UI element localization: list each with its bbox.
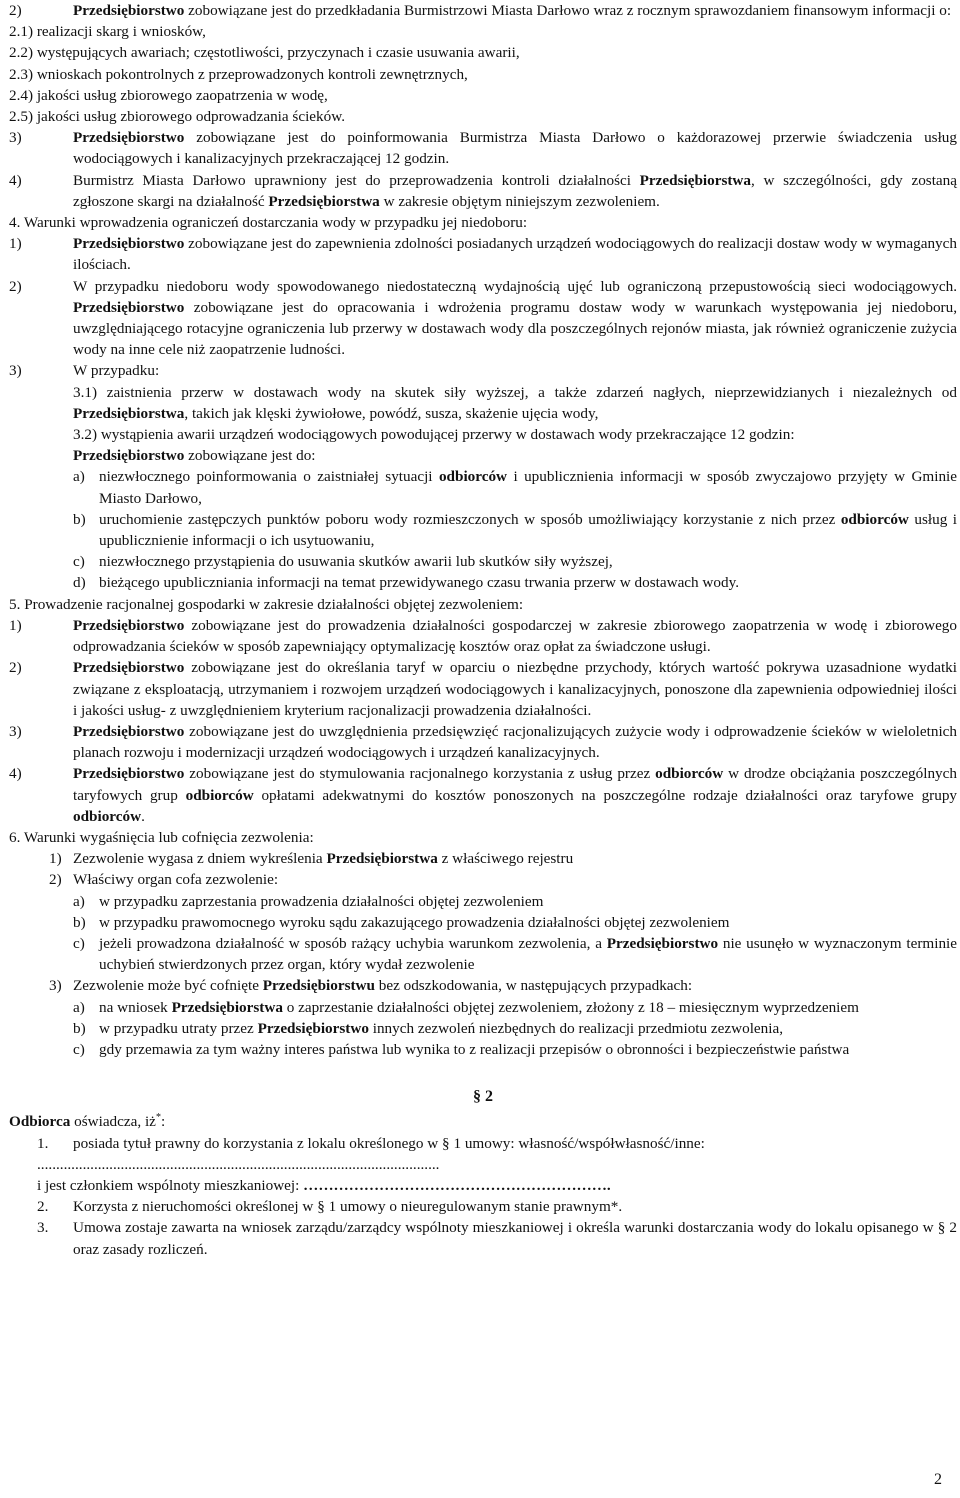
section-title: Prowadzenie racjonalnej gospodarki w zakresie działalności objętej zezwoleniem: bbox=[24, 595, 524, 613]
section-6-item-1 bbox=[9, 848, 957, 869]
item-letter: a) bbox=[73, 998, 85, 1016]
item-2-3: 2.3) wnioskach pokontrolnych z przeprowadzonych kontroli zewnętrznych, bbox=[9, 65, 468, 83]
section-4-item-b bbox=[9, 509, 957, 551]
paragraph-text: W przypadku niedoboru wody spowodowanego niedostateczną wydajnością ujęć lub ograniczoną przepustowością sieci wodociągowych. bbox=[73, 277, 957, 295]
paragraph-text: zobowiązane jest do uwzględnienia przedsięwzięć racjonalizujących zużycie wody i odprowadzenie ścieków w wieloletnich planach rozwoju i modernizacji urządzeń wodociągowych i urządzeń kanalizacyjnych. bbox=[73, 722, 957, 762]
section-5-item-4 bbox=[9, 763, 957, 827]
item-number: 2) bbox=[49, 871, 62, 889]
footnote-marker: * bbox=[155, 1112, 161, 1124]
paragraph-3 bbox=[9, 127, 957, 169]
section-6-item-3 bbox=[9, 975, 957, 996]
paragraph-text: zobowiązane jest do prowadzenia działalności gospodarczej w zakresie zbiorowego zaopatrzenia w wodę i zbiorowego odprowadzania ścieków w sposób zapewniający optymalizację kosztów oraz opłat za świadczone usługi. bbox=[73, 616, 957, 656]
paragraph-text: i upublicznienia informacji w sposób zwyczajowo przyjęty w Gminie Miasto Darłowo, bbox=[99, 468, 958, 507]
item-letter: c) bbox=[73, 1040, 85, 1058]
paragraph-text: bez odszkodowania, w następujących przypadkach: bbox=[374, 977, 693, 995]
paragraph-text: na wniosek bbox=[99, 998, 172, 1016]
item-letter: b) bbox=[73, 510, 86, 528]
item-letter: c) bbox=[73, 553, 85, 571]
bold-term: Przedsiębiorstwo bbox=[257, 1019, 369, 1037]
paragraph-text: oświadcza, iż bbox=[70, 1113, 156, 1131]
item-number: 1) bbox=[49, 850, 62, 868]
section-6-heading bbox=[9, 827, 957, 848]
paragraph-text: gdy przemawia za tym ważny interes państwa lub wynika to z realizacji przepisów o obronności i bezpieczeństwie państwa bbox=[99, 1040, 850, 1058]
section-6-item-3a bbox=[9, 997, 957, 1018]
section-6-item-3c bbox=[9, 1039, 957, 1060]
bold-term: Przedsiębiorstwo bbox=[606, 934, 719, 952]
section-6-item-2a bbox=[9, 891, 957, 912]
page-number: 2 bbox=[934, 1470, 942, 1488]
bold-term: Przedsiębiorstwa bbox=[171, 998, 283, 1016]
paragraph-text: zobowiązane jest do przedkładania Burmistrzowi Miasta Darłowo wraz z rocznym sprawozdaniem finansowym informacji o: bbox=[184, 2, 952, 19]
section-4-item-3-2: 3.2) wystąpienia awarii urządzeń wodociągowych powodującej przerwy w dostawach wody przekraczające 12 godzin: bbox=[73, 426, 795, 444]
item-2-4: 2.4) jakości usług zbiorowego zaopatrzenia w wodę, bbox=[9, 86, 328, 104]
document-page bbox=[9, 0, 957, 1260]
paragraph-text: Umowa zostaje zawarta na wniosek zarządu/zarządcy wspólnoty mieszkaniowej i określa warunki dostarczania wody do lokalu opisanego w § 2 oraz zasady rozliczeń. bbox=[73, 1219, 957, 1258]
item-letter: b) bbox=[73, 913, 86, 931]
declaration-2 bbox=[9, 1196, 957, 1217]
item-letter: a) bbox=[73, 892, 85, 910]
item-number: 1. bbox=[37, 1134, 49, 1152]
section-6-item-2c bbox=[9, 933, 957, 975]
paragraph-text: Zezwolenie może być cofnięte bbox=[73, 977, 263, 995]
section-4-item-3 bbox=[9, 360, 957, 381]
section-5-item-1 bbox=[9, 615, 957, 657]
paragraph-text: nie usunęło w wyznaczonym terminie uchybień stwierdzonych przez organ, który wydał zezwolenie bbox=[99, 934, 957, 974]
paragraph-text: zobowiązane jest do określania taryf w oparciu o niezbędne przychody, których wartość pokrywa uzasadnione wydatki związane z eksploatacją, utrzymaniem i rozwojem urządzeń wodociągowych i kanalizacyjnych, ponoszone dla zapewnienia odpowiedniej ilości i jakości usług- z uwzględnieniem kryterium racjonalizacji prowadzenia działalności. bbox=[73, 659, 957, 719]
paragraph-4 bbox=[9, 170, 957, 212]
section-4-obligation bbox=[9, 445, 957, 466]
paragraph-text: , w szczególności, gdy zostaną zgłoszone skargi na działalność bbox=[73, 171, 957, 210]
dotted-fill: ……………………………………………………. bbox=[303, 1177, 611, 1195]
bold-term: odbiorców bbox=[438, 468, 508, 486]
bold-term: Przedsiębiorstwo bbox=[73, 129, 185, 147]
declaration-3 bbox=[9, 1217, 957, 1259]
bold-term: Przedsiębiorstwo bbox=[73, 659, 185, 677]
paragraph-text: niezwłocznego poinformowania o zaistniałej sytuacji bbox=[99, 468, 439, 486]
section-5-heading bbox=[9, 594, 957, 615]
bold-term: Przedsiębiorstwu bbox=[262, 977, 375, 995]
paragraph-text: Korzysta z nieruchomości określonej w § 1 umowy o nieuregulowanym stanie prawnym*. bbox=[73, 1198, 623, 1216]
item-letter: d) bbox=[73, 574, 86, 592]
bold-term: Przedsiębiorstwo bbox=[73, 2, 185, 19]
bold-term: Odbiorca bbox=[9, 1113, 71, 1131]
paragraph-2 bbox=[9, 0, 957, 21]
item-2-1: 2.1) realizacji skarg i wniosków, bbox=[9, 23, 206, 41]
section-4-heading bbox=[9, 212, 957, 233]
item-number: 4) bbox=[9, 765, 22, 783]
item-number: 1) bbox=[9, 235, 22, 253]
item-letter: b) bbox=[73, 1019, 86, 1037]
section-4-item-3-1 bbox=[9, 382, 957, 424]
section-number: 6. bbox=[9, 828, 21, 846]
paragraph-text: uruchomienie zastępczych punktów poboru wody rozmieszczonych w sposób umożliwiający korzystanie z nich przez bbox=[99, 510, 841, 528]
recipient-statement bbox=[9, 1107, 957, 1132]
item-number: 2) bbox=[9, 277, 22, 295]
paragraph-text: bieżącego upubliczniania informacji na temat przewidywanego czasu trwania przerw w dostawach wody. bbox=[99, 574, 739, 592]
paragraph-text: i jest członkiem wspólnoty mieszkaniowej: bbox=[37, 1177, 304, 1195]
paragraph-text: jeżeli prowadzona działalność w sposób rażący uchybia warunkom zezwolenia, a bbox=[99, 934, 607, 952]
declaration-1 bbox=[9, 1133, 957, 1154]
bold-term: Przedsiębiorstwo bbox=[73, 616, 185, 634]
item-number: 3) bbox=[49, 977, 62, 995]
bold-term: Przedsiębiorstwa bbox=[268, 192, 380, 210]
item-2-5: 2.5) jakości usług zbiorowego odprowadzania ścieków. bbox=[9, 108, 346, 126]
bold-term: Przedsiębiorstwa bbox=[639, 171, 751, 189]
paragraph-text: Zezwolenie wygasa z dniem wykreślenia bbox=[73, 850, 327, 868]
paragraph-text: zobowiązane jest do stymulowania racjonalnego korzystania z usług przez bbox=[184, 765, 656, 783]
bold-term: Przedsiębiorstwo bbox=[73, 298, 185, 316]
paragraph-text: : bbox=[160, 1113, 166, 1131]
paragraph-text: w przypadku utraty przez bbox=[99, 1019, 258, 1037]
section-4-item-d bbox=[9, 572, 957, 593]
section-4-item-a bbox=[9, 466, 957, 508]
item-number: 1) bbox=[9, 616, 22, 634]
paragraph-text: w przypadku zaprzestania prowadzenia działalności objętej zezwoleniem bbox=[99, 892, 544, 910]
bold-term: Przedsiębiorstwo bbox=[73, 235, 185, 253]
paragraph-text: Burmistrz Miasta Darłowo uprawniony jest do przeprowadzenia kontroli działalności bbox=[73, 171, 640, 189]
paragraph-text: zobowiązane jest do: bbox=[184, 447, 316, 465]
item-letter: a) bbox=[73, 468, 85, 486]
section-title: Warunki wprowadzenia ograniczeń dostarczania wody w przypadku jej niedoboru: bbox=[23, 214, 528, 232]
bold-term: Przedsiębiorstwa bbox=[326, 850, 438, 868]
declaration-1-community bbox=[9, 1175, 957, 1196]
section-5-item-2 bbox=[9, 657, 957, 721]
section-title: Warunki wygaśnięcia lub cofnięcia zezwolenia: bbox=[23, 828, 314, 846]
section-number: 5. bbox=[9, 595, 21, 613]
paragraph-text: usług i upublicznienie informacji o ich usytuowaniu, bbox=[99, 510, 957, 550]
paragraph-text: opłatami adekwatnymi do kosztów ponoszonych na poszczególne rodzaje działalności oraz taryfowe grupy bbox=[253, 786, 958, 804]
paragraph-text: posiada tytuł prawny do korzystania z lokalu określonego w § 1 umowy: własność/współwłasność/inne: bbox=[73, 1134, 705, 1152]
paragraph-text: zobowiązane jest do zapewnienia zdolności posiadanych urządzeń wodociągowych do realizacji dostaw wody w wymaganych ilościach. bbox=[73, 235, 957, 274]
paragraph-text: Właściwy organ cofa zezwolenie: bbox=[73, 871, 279, 889]
section-6-item-2 bbox=[9, 869, 957, 890]
bold-term: odbiorców bbox=[655, 765, 724, 783]
bold-term: Przedsiębiorstwo bbox=[73, 765, 185, 783]
section-4-item-c bbox=[9, 551, 957, 572]
paragraph-text: w zakresie objętym niniejszym zezwoleniem. bbox=[379, 192, 660, 210]
section-6-item-2b bbox=[9, 912, 957, 933]
item-number: 2) bbox=[9, 2, 22, 19]
bold-term: Przedsiębiorstwa bbox=[73, 404, 185, 422]
paragraph-text: W przypadku: bbox=[73, 362, 160, 380]
paragraph-text: z właściwego rejestru bbox=[437, 850, 574, 868]
section-5-item-3 bbox=[9, 721, 957, 763]
bold-term: Przedsiębiorstwo bbox=[73, 447, 185, 465]
paragraph-text: zobowiązane jest do opracowania i wdrożenia programu dostaw wody w warunkach występowania jej niedoboru, uwzględniającego rotacyjne ograniczenia lub przerwy w dostawach wody dla poszczególnych rejonów miasta, jak również ograniczenie zużycia wody na inne cele niż zaopatrzenie ludności. bbox=[73, 298, 957, 359]
bold-term: odbiorców bbox=[185, 786, 254, 804]
item-number: 3) bbox=[9, 129, 22, 147]
bold-term: odbiorców bbox=[840, 510, 909, 528]
dotted-fill-line: .......................................................................................................... bbox=[37, 1155, 440, 1173]
bold-term: Przedsiębiorstwo bbox=[73, 722, 185, 740]
item-number: 3) bbox=[9, 722, 22, 740]
paragraph-text: w przypadku prawomocnego wyroku sądu zakazującego prowadzenia działalności objętej zezwoleniem bbox=[99, 913, 730, 931]
paragraph-text: w drodze obciążania poszczególnych taryfowych grup bbox=[73, 765, 957, 804]
section-6-item-3b bbox=[9, 1018, 957, 1039]
item-number: 4) bbox=[9, 171, 22, 189]
paragraph-text: , takich jak klęski żywiołowe, powódź, susza, skażenie ujęcia wody, bbox=[184, 404, 599, 422]
item-number: 2. bbox=[37, 1198, 49, 1216]
paragraph-text: 3.1) zaistnienia przerw w dostawach wody na skutek siły wyższej, a także zdarzeń nagłych, nieprzewidzianych i niezależnych od bbox=[73, 383, 957, 401]
item-number: 3) bbox=[9, 362, 22, 380]
item-number: 2) bbox=[9, 659, 22, 677]
section-4-item-2 bbox=[9, 276, 957, 361]
section-number: 4. bbox=[9, 214, 21, 232]
paragraph-text: niezwłocznego przystąpienia do usuwania skutków awarii lub skutków siły wyższej, bbox=[99, 553, 613, 571]
paragraph-text: o zaprzestanie działalności objętej zezwoleniem, złożony z 18 – miesięcznym wyprzedzeniem bbox=[282, 998, 859, 1016]
item-letter: c) bbox=[73, 934, 85, 952]
bold-term: odbiorców bbox=[73, 807, 142, 825]
paragraph-sign: § 2 bbox=[473, 1088, 493, 1106]
paragraph-text: . bbox=[141, 807, 145, 825]
item-number: 3. bbox=[37, 1219, 49, 1237]
section-4-item-1 bbox=[9, 233, 957, 275]
paragraph-text: zobowiązane jest do poinformowania Burmistrza Miasta Darłowo o każdorazowej przerwie świadczenia usług wodociągowych i kanalizacyjnych przekraczającej 12 godzin. bbox=[73, 129, 957, 168]
item-2-2: 2.2) występujących awariach; częstotliwości, przyczynach i czasie usuwania awarii, bbox=[9, 44, 520, 62]
paragraph-text: innych zezwoleń niezbędnych do realizacji przedmiotu zezwolenia, bbox=[368, 1019, 784, 1037]
